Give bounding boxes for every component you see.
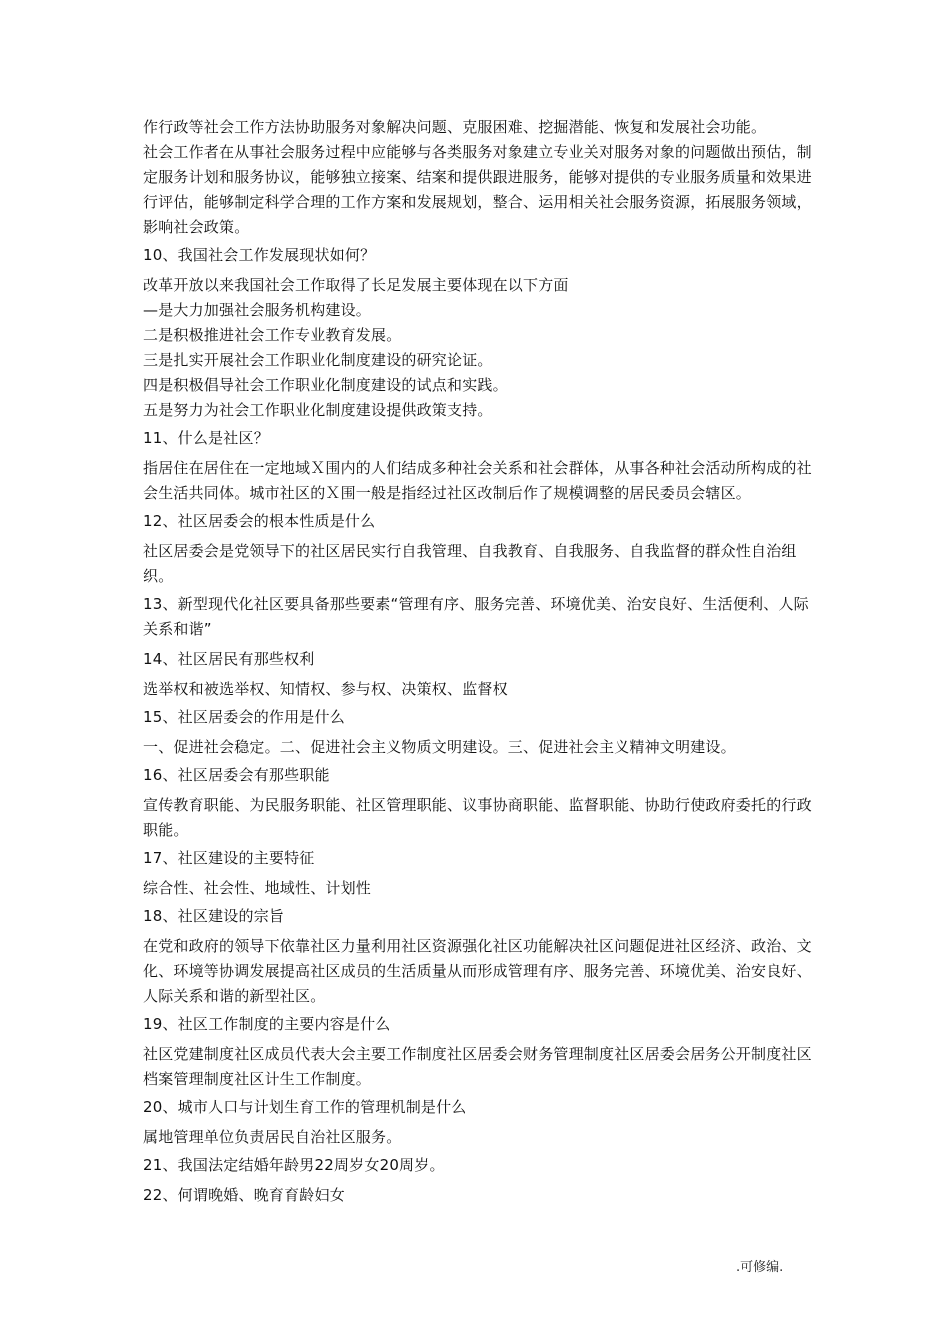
- answer-19: 社区党建制度社区成员代表大会主要工作制度社区居委会财务管理制度社区居委会居务公开制度社区档案管理制度社区计生工作制度。: [143, 1045, 812, 1088]
- answer-12: 社区居委会是党领导下的社区居民实行自我管理、自我教育、自我服务、自我监督的群众性自治组织。: [143, 542, 797, 585]
- question-13: 13、新型现代化社区要具备那些要素“管理有序、服务完善、环境优美、治安良好、生活便利、人际关系和谐”: [143, 595, 809, 638]
- question-16: 16、社区居委会有那些职能: [143, 766, 330, 784]
- intro-line: 作行政等社会工作方法协助服务对象解决问题、克服困难、挖掘潜能、恢复和发展社会功能。: [143, 118, 767, 136]
- answer-10-line-6: 五是努力为社会工作职业化制度建设提供政策支持。: [143, 401, 493, 419]
- question-10: 10、我国社会工作发展现状如何？: [143, 246, 376, 264]
- question-18: 18、社区建设的宗旨: [143, 907, 285, 925]
- question-21: 21、我国法定结婚年龄男22周岁女20周岁。: [143, 1156, 445, 1174]
- question-15: 15、社区居委会的作用是什么: [143, 708, 345, 726]
- answer-10-line-2: —是大力加强社会服务机构建设。: [143, 301, 372, 319]
- question-11: 11、什么是社区？: [143, 429, 269, 447]
- intro-paragraph: 社会工作者在从事社会服务过程中应能够与各类服务对象建立专业关对服务对象的问题做出预估，制定服务计划和服务协议，能够独立接案、结案和提供跟进服务，能够对提供的专业服务质量和效果进行评估，能够制定科学合理的工作方案和发展规划，整合、运用相关社会服务资源，拓展服务领域，影响社会政策。: [143, 143, 812, 236]
- answer-10-line-5: 四是积极倡导社会工作职业化制度建设的试点和实践。: [143, 376, 508, 394]
- answer-10-line-1: 改革开放以来我国社会工作取得了长足发展主要体现在以下方面: [143, 276, 569, 294]
- answer-17: 综合性、社会性、地域性、计划性: [143, 879, 372, 897]
- answer-11: 指居住在居住在一定地域Ｘ围内的人们结成多种社会关系和社会群体，从事各种社会活动所构成的社会生活共同体。城市社区的Ｘ围一般是指经过社区改制后作了规模调整的居民委员会辖区。: [143, 459, 812, 502]
- question-14: 14、社区居民有那些权利: [143, 650, 315, 668]
- answer-16: 宣传教育职能、为民服务职能、社区管理职能、议事协商职能、监督职能、协助行使政府委托的行政职能。: [143, 796, 812, 839]
- answer-10-line-3: 二是积极推进社会工作专业教育发展。: [143, 326, 402, 344]
- answer-10-line-4: 三是扎实开展社会工作职业化制度建设的研究论证。: [143, 351, 493, 369]
- answer-15: 一、促进社会稳定。二、促进社会主义物质文明建设。三、促进社会主义精神文明建设。: [143, 738, 736, 756]
- question-19: 19、社区工作制度的主要内容是什么: [143, 1015, 391, 1033]
- footer-note: .可修编.: [736, 1260, 784, 1275]
- answer-14: 选举权和被选举权、知情权、参与权、决策权、监督权: [143, 680, 508, 698]
- question-17: 17、社区建设的主要特征: [143, 849, 315, 867]
- document-body: [143, 115, 815, 1213]
- answer-20: 属地管理单位负责居民自治社区服务。: [143, 1128, 402, 1146]
- question-20: 20、城市人口与计划生育工作的管理机制是什么: [143, 1098, 467, 1116]
- question-12: 12、社区居委会的根本性质是什么: [143, 512, 376, 530]
- question-22: 22、何谓晚婚、晚育育龄妇女: [143, 1186, 345, 1204]
- answer-18: 在党和政府的领导下依靠社区力量利用社区资源强化社区功能解决社区问题促进社区经济、政治、文化、环境等协调发展提高社区成员的生活质量从而形成管理有序、服务完善、环境优美、治安良好、人际关系和谐的新型社区。: [143, 937, 812, 1005]
